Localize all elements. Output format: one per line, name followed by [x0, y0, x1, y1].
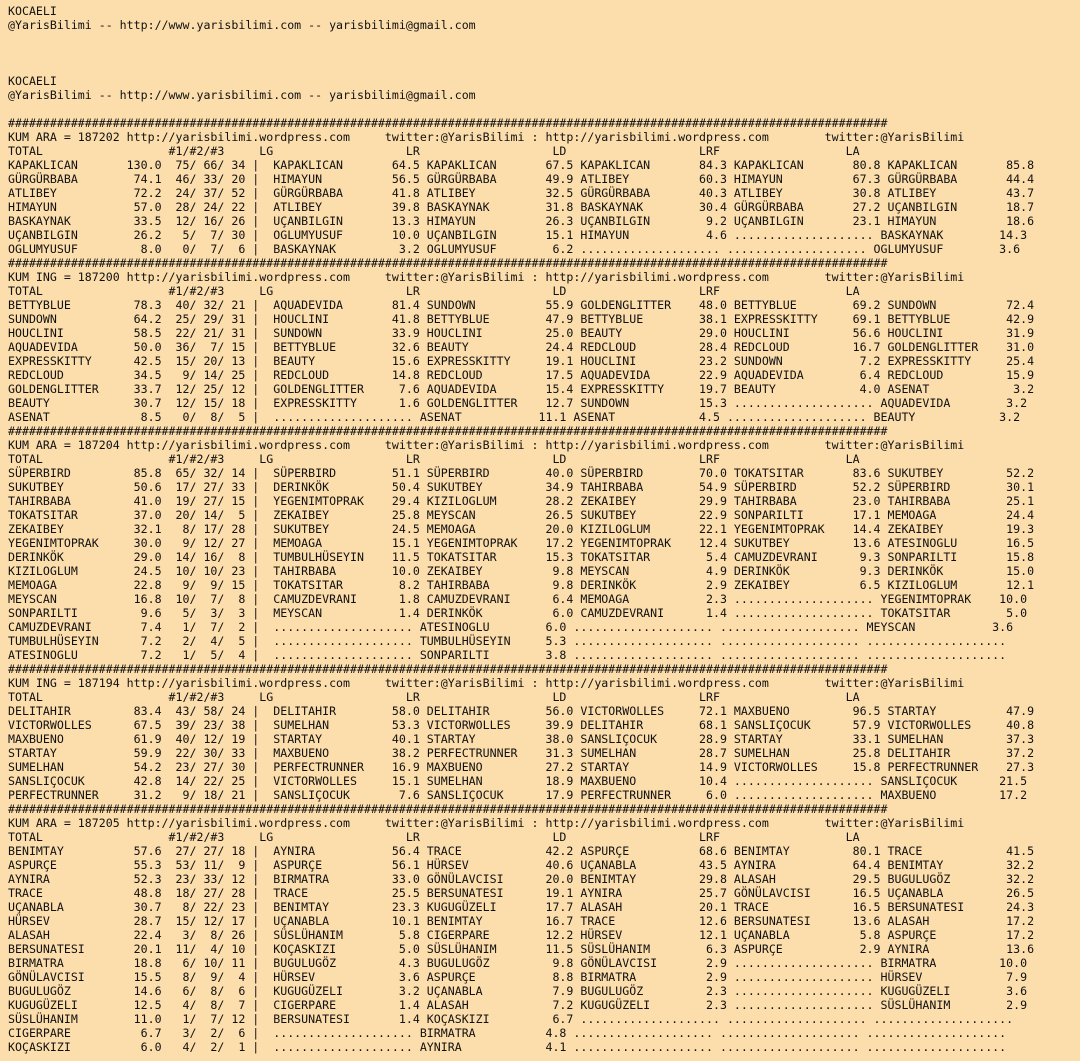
separator-line: ############################################################################################################################## [8, 116, 888, 130]
text-line: DERINKÖK 29.0 14/ 16/ 8 | TUMBULHÜSEYIN 11.5 TOKATSITAR 15.3 TOKATSITAR 5.4 CAMUZDEVRANI 9.3 SONPARILTI 15.8 [8, 550, 1035, 564]
text-line: SÜSLÜHANIM 11.0 1/ 7/ 12 | BERSUNATESI 1.4 KOÇASKIZI 6.7 .................... .................... .................... [8, 1012, 1014, 1026]
text-line: UÇANBILGIN 26.2 5/ 7/ 30 | OGLUMYUSUF 10.0 UÇANBILGIN 15.1 HIMAYUN 4.6 .................... BASKAYNAK 14.3 [8, 228, 1028, 242]
text-line: BETTYBLUE 78.3 40/ 32/ 21 | AQUADEVIDA 81.4 SUNDOWN 55.9 GOLDENGLITTER 48.0 BETTYBLUE 69.2 SUNDOWN 72.4 [8, 298, 1035, 312]
race-header-line: KUM ING = 187194 http://yarisbilimi.wordpress.com twitter:@YarisBilimi : http://yarisbilimi.wordpress.com twitter:@YarisBilimi [8, 676, 965, 690]
text-line: KOCAELI [8, 74, 57, 88]
text-line: BIRMATRA 18.8 6/ 10/ 11 | BUGULUGÖZ 4.3 BUGULUGÖZ 9.8 GÖNÜLAVCISI 2.9 .................... BIRMATRA 10.0 [8, 956, 1028, 970]
text-line: KOÇASKIZI 6.0 4/ 2/ 1 | .................... AYNIRA 4.1 .................... .................... .................... [8, 1040, 1007, 1054]
race-header-line: KUM ARA = 187205 http://yarisbilimi.wordpress.com twitter:@YarisBilimi : http://yarisbilimi.wordpress.com twitter:@YarisBilimi [8, 816, 965, 830]
text-line: @YarisBilimi -- http://www.yarisbilimi.com -- yarisbilimi@gmail.com [8, 88, 476, 102]
text-line: UÇANABLA 30.7 8/ 22/ 23 | BENIMTAY 23.3 KUGUGÜZELI 17.7 ALASAH 20.1 TRACE 16.5 BERSUNATESI 24.3 [8, 900, 1035, 914]
text-line: AQUADEVIDA 50.0 36/ 7/ 15 | BETTYBLUE 32.6 BEAUTY 24.4 REDCLOUD 28.4 REDCLOUD 16.7 GOLDENGLITTER 31.0 [8, 340, 1035, 354]
column-header-line: TOTAL #1/#2/#3 LG LR LD LRF LA [8, 144, 860, 158]
text-line: GÜRGÜRBABA 74.1 46/ 33/ 20 | HIMAYUN 56.5 GÜRGÜRBABA 49.9 ATLIBEY 60.3 HIMAYUN 67.3 GÜRGÜRBABA 44.4 [8, 172, 1035, 186]
text-line: ASENAT 8.5 0/ 8/ 5 | .................... ASENAT 11.1 ASENAT 4.5 .................... BEAUTY 3.2 [8, 410, 1021, 424]
text-line: SÜPERBIRD 85.8 65/ 32/ 14 | SÜPERBIRD 51.1 SÜPERBIRD 40.0 SÜPERBIRD 70.0 TOKATSITAR 83.6 SUKUTBEY 52.2 [8, 466, 1035, 480]
separator-line: ############################################################################################################################## [8, 662, 888, 676]
text-line: HOUCLINI 58.5 22/ 21/ 31 | SUNDOWN 33.9 HOUCLINI 25.0 BEAUTY 29.0 HOUCLINI 56.6 HOUCLINI 31.9 [8, 326, 1035, 340]
text-line: ZEKAIBEY 32.1 8/ 17/ 28 | SUKUTBEY 24.5 MEMOAGA 20.0 KIZILOGLUM 22.1 YEGENIMTOPRAK 14.4 ZEKAIBEY 19.3 [8, 522, 1035, 536]
text-line: SANSLIÇOCUK 42.8 14/ 22/ 25 | VICTORWOLLES 15.1 SUMELHAN 18.9 MAXBUENO 10.4 .................... SANSLIÇOCUK 21.5 [8, 774, 1028, 788]
text-line: ATESINOGLU 7.2 1/ 5/ 4 | .................... SONPARILTI 3.8 .................... .................... .................... [8, 648, 1007, 662]
text-line: SUKUTBEY 50.6 17/ 27/ 33 | DERINKÖK 50.4 SUKUTBEY 34.9 TAHIRBABA 54.9 SÜPERBIRD 52.2 SÜPERBIRD 30.1 [8, 480, 1035, 494]
text-line: GOLDENGLITTER 33.7 12/ 25/ 12 | GOLDENGLITTER 7.6 AQUADEVIDA 15.4 EXPRESSKITTY 19.7 BEAUTY 4.0 ASENAT 3.2 [8, 382, 1035, 396]
column-header-line: TOTAL #1/#2/#3 LG LR LD LRF LA [8, 452, 860, 466]
text-line: HIMAYUN 57.0 28/ 24/ 22 | ATLIBEY 39.8 BASKAYNAK 31.8 BASKAYNAK 30.4 GÜRGÜRBABA 27.2 UÇANBILGIN 18.7 [8, 200, 1035, 214]
blank-line [8, 32, 1072, 46]
text-line: KIZILOGLUM 24.5 10/ 10/ 23 | TAHIRBABA 10.0 ZEKAIBEY 9.8 MEYSCAN 4.9 DERINKÖK 9.3 DERINKÖK 15.0 [8, 564, 1035, 578]
separator-line: ############################################################################################################################## [8, 256, 888, 270]
text-line: ATLIBEY 72.2 24/ 37/ 52 | GÜRGÜRBABA 41.8 ATLIBEY 32.5 GÜRGÜRBABA 40.3 ATLIBEY 30.8 ATLIBEY 43.7 [8, 186, 1035, 200]
column-header-line: TOTAL #1/#2/#3 LG LR LD LRF LA [8, 284, 860, 298]
text-line: CAMUZDEVRANI 7.4 1/ 7/ 2 | .................... ATESINOGLU 6.0 .................... .................... MEYSCAN 3.6 [8, 620, 1014, 634]
text-line: ASPURÇE 55.3 53/ 11/ 9 | ASPURÇE 56.1 HÜRSEV 40.6 UÇANABLA 43.5 AYNIRA 64.4 BENIMTAY 32.2 [8, 858, 1035, 872]
text-line: STARTAY 59.9 22/ 30/ 33 | MAXBUENO 38.2 PERFECTRUNNER 31.3 SUMELHAN 28.7 SUMELHAN 25.8 DELITAHIR 37.2 [8, 746, 1035, 760]
blank-line [8, 102, 1072, 116]
text-line: BERSUNATESI 20.1 11/ 4/ 10 | KOÇASKIZI 5.0 SÜSLÜHANIM 11.5 SÜSLÜHANIM 6.3 ASPURÇE 2.9 AYNIRA 13.6 [8, 942, 1035, 956]
text-line: KAPAKLICAN 130.0 75/ 66/ 34 | KAPAKLICAN 64.5 KAPAKLICAN 67.5 KAPAKLICAN 84.3 KAPAKLICAN 80.8 KAPAKLICAN 85.8 [8, 158, 1035, 172]
text-line: MEMOAGA 22.8 9/ 9/ 15 | TOKATSITAR 8.2 TAHIRBABA 9.8 DERINKÖK 2.9 ZEKAIBEY 6.5 KIZILOGLUM 12.1 [8, 578, 1035, 592]
text-line: DELITAHIR 83.4 43/ 58/ 24 | DELITAHIR 58.0 DELITAHIR 56.0 VICTORWOLLES 72.1 MAXBUENO 96.5 STARTAY 47.9 [8, 704, 1035, 718]
text-line: GÖNÜLAVCISI 15.5 8/ 9/ 4 | HÜRSEV 3.6 ASPURÇE 8.8 BIRMATRA 2.9 .................... HÜRSEV 7.9 [8, 970, 1028, 984]
text-line: BASKAYNAK 33.5 12/ 16/ 26 | UÇANBILGIN 13.3 HIMAYUN 26.3 UÇANBILGIN 9.2 UÇANBILGIN 23.1 HIMAYUN 18.6 [8, 214, 1035, 228]
separator-line: ############################################################################################################################## [8, 802, 888, 816]
text-line: PERFECTRUNNER 31.2 9/ 18/ 21 | SANSLIÇOCUK 7.6 SANSLIÇOCUK 17.9 PERFECTRUNNER 6.0 .................... MAXBUENO 17.2 [8, 788, 1028, 802]
text-line: SONPARILTI 9.6 5/ 3/ 3 | MEYSCAN 1.4 DERINKÖK 6.0 CAMUZDEVRANI 1.4 .................... TOKATSITAR 5.0 [8, 606, 1028, 620]
text-line: VICTORWOLLES 67.5 39/ 23/ 38 | SUMELHAN 53.3 VICTORWOLLES 39.9 DELITAHIR 68.1 SANSLIÇOCUK 57.9 VICTORWOLLES 40.8 [8, 718, 1035, 732]
text-line: KOCAELI [8, 4, 57, 18]
text-line: @YarisBilimi -- http://www.yarisbilimi.com -- yarisbilimi@gmail.com [8, 18, 476, 32]
text-line: ALASAH 22.4 3/ 8/ 26 | SÜSLÜHANIM 5.8 CIGERPARE 12.2 HÜRSEV 12.1 UÇANABLA 5.8 ASPURÇE 17.2 [8, 928, 1035, 942]
text-line: REDCLOUD 34.5 9/ 14/ 25 | REDCLOUD 14.8 REDCLOUD 17.5 AQUADEVIDA 22.9 AQUADEVIDA 6.4 REDCLOUD 15.9 [8, 368, 1035, 382]
text-line: HÜRSEV 28.7 15/ 12/ 17 | UÇANABLA 10.1 BENIMTAY 16.7 TRACE 12.6 BERSUNATESI 13.6 ALASAH 17.2 [8, 914, 1035, 928]
blank-line [8, 46, 1072, 60]
text-line: AYNIRA 52.3 23/ 33/ 12 | BIRMATRA 33.0 GÖNÜLAVCISI 20.0 BENIMTAY 29.8 ALASAH 29.5 BUGULUGÖZ 32.2 [8, 872, 1035, 886]
race-header-line: KUM ARA = 187204 http://yarisbilimi.wordpress.com twitter:@YarisBilimi : http://yarisbilimi.wordpress.com twitter:@YarisBilimi [8, 438, 965, 452]
separator-line: ############################################################################################################################## [8, 424, 888, 438]
text-line: KUGUGÜZELI 12.5 4/ 8/ 7 | CIGERPARE 1.4 ALASAH 7.2 KUGUGÜZELI 2.3 .................... SÜSLÜHANIM 2.9 [8, 998, 1028, 1012]
text-line: YEGENIMTOPRAK 30.0 9/ 12/ 27 | MEMOAGA 15.1 YEGENIMTOPRAK 17.2 YEGENIMTOPRAK 12.4 SUKUTBEY 13.6 ATESINOGLU 16.5 [8, 536, 1035, 550]
text-line: BEAUTY 30.7 12/ 15/ 18 | EXPRESSKITTY 1.6 GOLDENGLITTER 12.7 SUNDOWN 15.3 .................... AQUADEVIDA 3.2 [8, 396, 1028, 410]
text-line: TOKATSITAR 37.0 20/ 14/ 5 | ZEKAIBEY 25.8 MEYSCAN 26.5 SUKUTBEY 22.9 SONPARILTI 17.1 MEMOAGA 24.4 [8, 508, 1035, 522]
column-header-line: TOTAL #1/#2/#3 LG LR LD LRF LA [8, 830, 860, 844]
text-line: TRACE 48.8 18/ 27/ 28 | TRACE 25.5 BERSUNATESI 19.1 AYNIRA 25.7 GÖNÜLAVCISI 16.5 UÇANABLA 26.5 [8, 886, 1035, 900]
text-line: OGLUMYUSUF 8.0 0/ 7/ 6 | BASKAYNAK 3.2 OGLUMYUSUF 6.2 .................... .................... OGLUMYUSUF 3.6 [8, 242, 1021, 256]
text-line: TUMBULHÜSEYIN 7.2 2/ 4/ 5 | .................... TUMBULHÜSEYIN 5.3 .................... .................... .................... [8, 634, 1007, 648]
race-header-line: KUM ING = 187200 http://yarisbilimi.wordpress.com twitter:@YarisBilimi : http://yarisbilimi.wordpress.com twitter:@YarisBilimi [8, 270, 965, 284]
text-line: CIGERPARE 6.7 3/ 2/ 6 | .................... BIRMATRA 4.8 .................... .................... .................... [8, 1026, 1007, 1040]
text-line: MEYSCAN 16.8 10/ 7/ 8 | CAMUZDEVRANI 1.8 CAMUZDEVRANI 6.4 MEMOAGA 2.3 .................... YEGENIMTOPRAK 10.0 [8, 592, 1028, 606]
text-line: EXPRESSKITTY 42.5 15/ 20/ 13 | BEAUTY 15.6 EXPRESSKITTY 19.1 HOUCLINI 23.2 SUNDOWN 7.2 EXPRESSKITTY 25.4 [8, 354, 1035, 368]
text-line: BENIMTAY 57.6 27/ 27/ 18 | AYNIRA 56.4 TRACE 42.2 ASPURÇE 68.6 BENIMTAY 80.1 TRACE 41.5 [8, 844, 1035, 858]
text-line: SUMELHAN 54.2 23/ 27/ 30 | PERFECTRUNNER 16.9 MAXBUENO 27.2 STARTAY 14.9 VICTORWOLLES 15.8 PERFECTRUNNER 27.3 [8, 760, 1035, 774]
text-line: TAHIRBABA 41.0 19/ 27/ 15 | YEGENIMTOPRAK 29.4 KIZILOGLUM 28.2 ZEKAIBEY 29.9 TAHIRBABA 23.0 TAHIRBABA 25.1 [8, 494, 1035, 508]
text-line: MAXBUENO 61.9 40/ 12/ 19 | STARTAY 40.1 STARTAY 38.0 SANSLIÇOCUK 28.9 STARTAY 33.1 SUMELHAN 37.3 [8, 732, 1035, 746]
text-line: SUNDOWN 64.2 25/ 29/ 31 | HOUCLINI 41.8 BETTYBLUE 47.9 BETTYBLUE 38.1 EXPRESSKITTY 69.1 BETTYBLUE 42.9 [8, 312, 1035, 326]
text-line: BUGULUGÖZ 14.6 6/ 8/ 6 | KUGUGÜZELI 3.2 UÇANABLA 7.9 BUGULUGÖZ 2.3 .................... KUGUGÜZELI 3.6 [8, 984, 1028, 998]
blank-line [8, 60, 1072, 74]
race-header-line: KUM ARA = 187202 http://yarisbilimi.wordpress.com twitter:@YarisBilimi : http://yarisbilimi.wordpress.com twitter:@YarisBilimi [8, 130, 965, 144]
column-header-line: TOTAL #1/#2/#3 LG LR LD LRF LA [8, 690, 860, 704]
